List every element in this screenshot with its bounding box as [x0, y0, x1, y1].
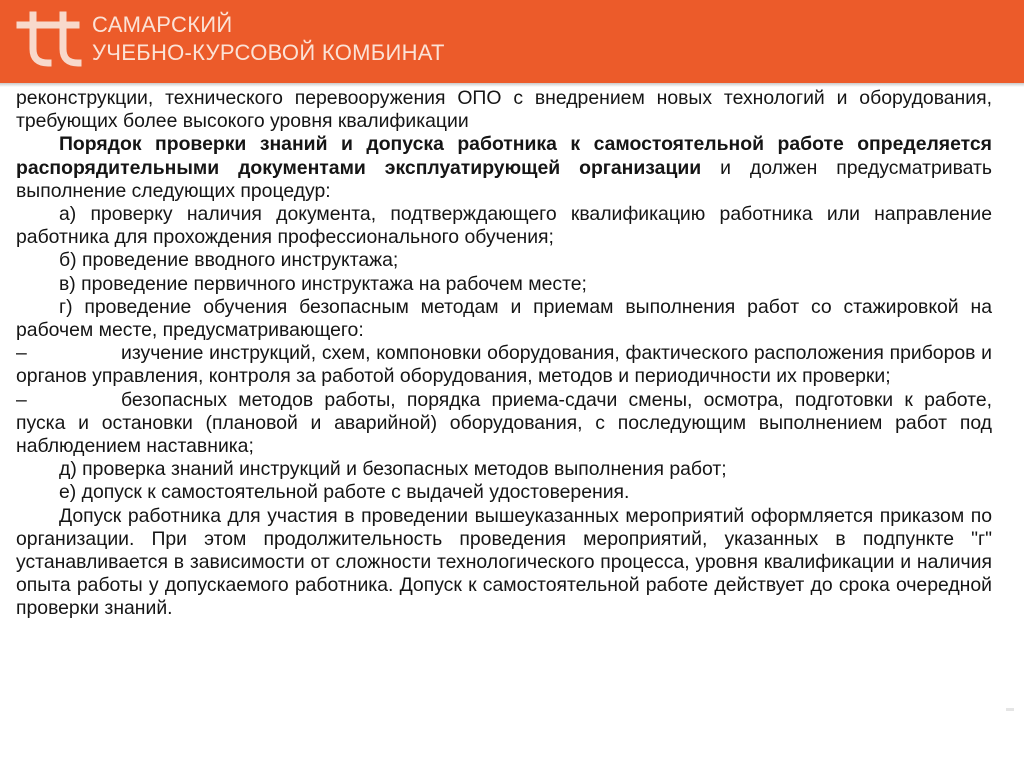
- side-marker: [1006, 708, 1014, 711]
- dash-item-2: [16, 389, 992, 459]
- list-item-d: д) проверка знаний инструкций и безопасных методов выполнения работ;: [59, 458, 727, 481]
- tt-cross-logo-icon: [16, 11, 82, 69]
- paragraph-2-bold: Порядок проверки знаний и допуска работника к самостоятельной работе определяется распорядительными документами эксплуатирующей организации: [16, 133, 992, 179]
- paragraph-final: Допуск работника для участия в проведении вышеуказанных мероприятий оформляется приказом по организации. При этом продолжительность проведения мероприятий, указанных в подпункте "г" устанавливается в зависимости от сложности технологического процесса, уровня квалификации и наличия опыта работы у допускаемого работника. Допуск к самостоятельной работе действует до срока очередной проверки знаний.: [16, 504, 992, 620]
- paragraph-1: реконструкции, технического перевооружения ОПО с внедрением новых технологий и оборудования, требующих более высокого уровня квалификации: [16, 87, 992, 133]
- list-item-a: а) проверку наличия документа, подтверждающего квалификацию работника или направление работника для прохождения профессионального обучения;: [16, 203, 992, 249]
- list-item-v: в) проведение первичного инструктажа на рабочем месте;: [59, 272, 587, 295]
- list-item-b: б) проведение вводного инструктажа;: [59, 249, 399, 272]
- header-bar: [0, 0, 1024, 83]
- brand-line-1: САМАРСКИЙ: [92, 12, 233, 37]
- dash-symbol: –: [16, 388, 27, 411]
- dash-item-1-text: изучение инструкций, схем, компоновки оборудования, фактического расположения приборов и органов управления, контроля за работой оборудования, методов и периодичности их проверки;: [16, 342, 992, 388]
- paragraph-2-rest: и должен предусматривать выполнение следующих процедур:: [16, 156, 992, 202]
- list-item-e: е) допуск к самостоятельной работе с выдачей удостоверения.: [59, 481, 630, 504]
- brand-name: [92, 11, 445, 67]
- list-item-g: г) проведение обучения безопасным методам и приемам выполнения работ со стажировкой на рабочем месте, предусматривающего:: [16, 295, 992, 342]
- dash-item-2-text: безопасных методов работы, порядка приема-сдачи смены, осмотра, подготовки к работе, пуска и остановки (плановой и аварийной) оборудования, с последующим выполнением работ под наблюдением наставника;: [16, 388, 992, 458]
- brand-line-2: УЧЕБНО-КУРСОВОЙ КОМБИНАТ: [92, 40, 445, 65]
- dash-symbol: –: [16, 342, 27, 365]
- document-body: [16, 87, 992, 621]
- dash-item-1: [16, 342, 992, 388]
- paragraph-2: [16, 133, 992, 203]
